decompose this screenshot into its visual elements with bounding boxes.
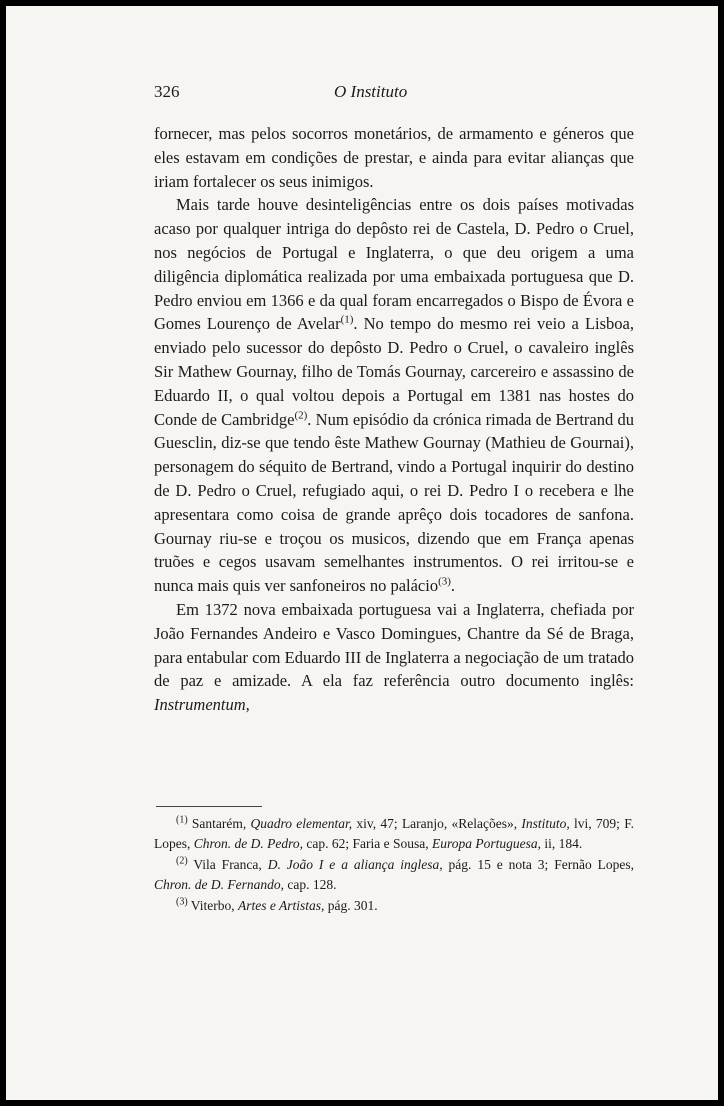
paragraph-2-text-a: Mais tarde houve desinteligências entre os dois países motivadas acaso por qualquer intriga do depôsto rei de Castela, D. Pedro o Cruel, nos negócios de Portugal e Inglaterra, o que deu origem a uma diligência diplomática realizada por uma embaixada portuguesa que D. Pedro enviou em 1366 e da qual foram encarregados o Bispo de Évora e Gomes Lourenço de Avelar <box>154 195 634 334</box>
footnote-1-text-5: ii, 184. <box>540 835 583 851</box>
paragraph-2-text-d: . <box>450 576 456 596</box>
running-head <box>154 82 634 106</box>
footnote-1-mark: (1) <box>176 814 188 826</box>
paragraph-3 <box>154 598 634 717</box>
footnote-rule <box>156 806 262 807</box>
footnote-1-text-4: cap. 62; Faria e Sousa, <box>303 835 432 851</box>
body-text <box>154 122 634 717</box>
paragraph-1 <box>154 122 634 193</box>
paragraph-3-italic: Instrumentum, <box>154 695 250 715</box>
footnote-2-text-1: Vila Franca, <box>187 857 268 872</box>
footnote-3-italic-1: Artes e Artistas, <box>237 898 325 913</box>
footnote-2-italic-2: Chron. de D. Fernando, <box>154 876 284 892</box>
footnote-1-text-2: xiv, 47; Laranjo, «Relações», <box>352 816 522 831</box>
footnote-1-text-3: lvi, 709; F. Lopes, <box>154 816 634 851</box>
footnote-2-text-3: cap. 128. <box>284 876 337 892</box>
footnote-1-italic-4: Europa Portuguesa, <box>431 835 541 851</box>
footnote-ref-1: (1) <box>340 313 354 326</box>
footnote-3-text-2: pág. 301. <box>324 898 378 913</box>
footnote-3 <box>154 896 634 916</box>
footnote-1-text-1: Santarém, <box>187 816 251 831</box>
footnote-3-text-1: Viterbo, <box>187 898 238 913</box>
paragraph-2 <box>154 193 634 598</box>
footnote-1-italic-3: Chron. de D. Pedro, <box>193 835 303 851</box>
footnote-ref-3: (3) <box>438 575 451 588</box>
page-number: 326 <box>154 82 180 101</box>
paragraph-2-text-b: . No tempo do mesmo rei veio a Lisboa, enviado pelo sucessor do depôsto D. Pedro o Cruel, o cavaleiro inglês Sir Mathew Gournay, filho de Tomás Gournay, carcereiro e assassino de Eduardo II, o qual voltou depois a Portugal em 1381 nas hostes do Conde de Cambridge <box>154 314 634 429</box>
paragraph-1-text: fornecer, mas pelos socorros monetários, de armamento e géneros que eles estavam em condições de prestar, e ainda para evitar alianças que iriam fortalecer os seus inimigos. <box>154 124 634 191</box>
paragraph-2-text-c: . Num episódio da crónica rimada de Bertrand du Guesclin, diz-se que tendo êste Mathew Gournay (Mathieu de Gournai), personagem do séquito de Bertrand, vindo a Portugal inquirir do destino de D. Pedro o Cruel, refugiado aqui, o rei D. Pedro I o recebera e lhe apresentara como coisa de grande aprêço dois tocadores de sanfona. Gournay riu-se e troçou os musicos, dizendo que em França apenas truões e cegos usavam semelhantes instrumentos. O rei irritou-se e nunca mais quis ver sanfoneiros no palácio <box>154 409 634 596</box>
footnote-2-mark: (2) <box>176 855 188 867</box>
footnote-1 <box>154 814 634 853</box>
footnote-1-italic-2: Instituto, <box>521 816 570 831</box>
footnote-3-mark: (3) <box>176 896 188 908</box>
footnote-ref-2: (2) <box>294 409 308 422</box>
footnote-2-italic-1: D. João I e a aliança inglesa, <box>267 857 443 872</box>
running-title: O Instituto <box>334 82 408 101</box>
paragraph-3-text: Em 1372 nova embaixada portuguesa vai a Inglaterra, chefiada por João Fernandes Andeiro e Vasco Domingues, Chantre da Sé de Braga, para entabular com Eduardo III de Inglaterra a negociação de um tratado de paz e amizade. A ela faz referência outro documento inglês: <box>154 599 634 691</box>
book-page <box>6 6 718 1100</box>
footnote-2 <box>154 855 634 894</box>
footnotes <box>154 814 634 918</box>
footnote-1-italic-1: Quadro elementar, <box>250 816 353 831</box>
footnote-2-text-2: pág. 15 e nota 3; Fernão Lopes, <box>442 857 634 872</box>
